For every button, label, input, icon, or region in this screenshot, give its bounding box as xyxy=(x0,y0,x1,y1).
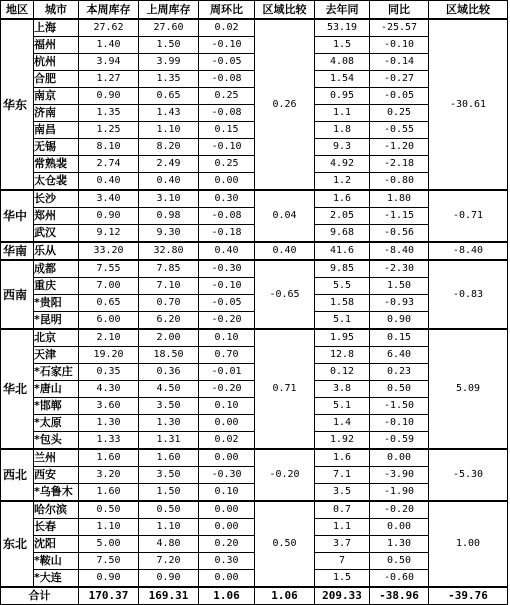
week-on-week: 0.10 xyxy=(199,484,255,502)
week-on-week: -0.30 xyxy=(199,467,255,484)
last-week-stock: 1.35 xyxy=(139,71,199,88)
week-on-week: -0.10 xyxy=(199,139,255,156)
city-name: 合肥 xyxy=(34,71,79,88)
year-on-year: -0.20 xyxy=(370,501,429,519)
this-week-stock: 9.12 xyxy=(79,225,139,243)
year-on-year: 6.40 xyxy=(370,347,429,364)
last-year-stock: 1.54 xyxy=(315,71,370,88)
last-week-stock: 1.31 xyxy=(139,432,199,450)
region-yoy-compare: -30.61 xyxy=(429,19,508,190)
last-year-stock: 5.1 xyxy=(315,312,370,330)
year-on-year: -25.57 xyxy=(370,19,429,37)
last-year-stock: 12.8 xyxy=(315,347,370,364)
year-on-year: -0.55 xyxy=(370,122,429,139)
this-week-stock: 1.27 xyxy=(79,71,139,88)
last-week-stock: 32.80 xyxy=(139,242,199,260)
last-week-stock: 3.50 xyxy=(139,398,199,415)
week-on-week: -0.20 xyxy=(199,381,255,398)
city-name: 重庆 xyxy=(34,278,79,295)
week-on-week: -0.05 xyxy=(199,295,255,312)
this-week-stock: 0.90 xyxy=(79,570,139,588)
city-name: *大连 xyxy=(34,570,79,588)
week-on-week: 0.00 xyxy=(199,501,255,519)
week-on-week: 0.02 xyxy=(199,432,255,450)
region-name: 华北 xyxy=(1,329,34,449)
total-wow: 1.06 xyxy=(199,587,255,605)
last-year-stock: 1.92 xyxy=(315,432,370,450)
last-year-stock: 4.08 xyxy=(315,54,370,71)
this-week-stock: 1.30 xyxy=(79,415,139,432)
last-week-stock: 1.10 xyxy=(139,122,199,139)
last-week-stock: 3.99 xyxy=(139,54,199,71)
year-on-year: -1.20 xyxy=(370,139,429,156)
week-on-week: 0.70 xyxy=(199,347,255,364)
week-on-week: 0.30 xyxy=(199,190,255,208)
header-yoy: 同比 xyxy=(370,1,429,20)
year-on-year: -0.14 xyxy=(370,54,429,71)
this-week-stock: 2.10 xyxy=(79,329,139,347)
last-year-stock: 0.95 xyxy=(315,88,370,105)
last-year-stock: 1.5 xyxy=(315,37,370,54)
last-year-stock: 9.85 xyxy=(315,260,370,278)
region-wow-compare: -0.20 xyxy=(255,449,315,501)
city-name: 福州 xyxy=(34,37,79,54)
last-week-stock: 0.40 xyxy=(139,173,199,191)
year-on-year: -0.93 xyxy=(370,295,429,312)
last-week-stock: 3.10 xyxy=(139,190,199,208)
this-week-stock: 0.65 xyxy=(79,295,139,312)
city-name: 南昌 xyxy=(34,122,79,139)
week-on-week: 0.25 xyxy=(199,156,255,173)
this-week-stock: 8.10 xyxy=(79,139,139,156)
week-on-week: 0.15 xyxy=(199,122,255,139)
total-row xyxy=(1,587,508,605)
header-yoy-region: 区域比较 xyxy=(429,1,508,20)
region-name: 华东 xyxy=(1,19,34,190)
table-row xyxy=(1,449,508,467)
this-week-stock: 1.10 xyxy=(79,519,139,536)
region-wow-compare: -0.65 xyxy=(255,260,315,329)
this-week-stock: 7.00 xyxy=(79,278,139,295)
last-year-stock: 53.19 xyxy=(315,19,370,37)
last-week-stock: 1.43 xyxy=(139,105,199,122)
header-region: 地区 xyxy=(1,1,34,20)
region-yoy-compare: -0.71 xyxy=(429,190,508,242)
this-week-stock: 1.60 xyxy=(79,484,139,502)
city-name: 北京 xyxy=(34,329,79,347)
header-last-year: 去年同 xyxy=(315,1,370,20)
last-week-stock: 0.50 xyxy=(139,501,199,519)
region-yoy-compare: -0.83 xyxy=(429,260,508,329)
last-year-stock: 7 xyxy=(315,553,370,570)
week-on-week: -0.01 xyxy=(199,364,255,381)
year-on-year: -1.50 xyxy=(370,398,429,415)
last-year-stock: 1.1 xyxy=(315,105,370,122)
city-name: 兰州 xyxy=(34,449,79,467)
week-on-week: 0.00 xyxy=(199,415,255,432)
this-week-stock: 1.60 xyxy=(79,449,139,467)
year-on-year: 0.50 xyxy=(370,381,429,398)
last-year-stock: 5.5 xyxy=(315,278,370,295)
total-yoy-region: -39.76 xyxy=(429,587,508,605)
this-week-stock: 2.74 xyxy=(79,156,139,173)
last-year-stock: 3.5 xyxy=(315,484,370,502)
city-name: 哈尔滨 xyxy=(34,501,79,519)
city-name: *邯郸 xyxy=(34,398,79,415)
last-year-stock: 1.95 xyxy=(315,329,370,347)
last-year-stock: 7.1 xyxy=(315,467,370,484)
this-week-stock: 1.25 xyxy=(79,122,139,139)
header-wow: 周环比 xyxy=(199,1,255,20)
last-year-stock: 1.2 xyxy=(315,173,370,191)
total-label: 合计 xyxy=(1,587,79,605)
week-on-week: 0.00 xyxy=(199,173,255,191)
year-on-year: 0.15 xyxy=(370,329,429,347)
city-name: 南京 xyxy=(34,88,79,105)
last-year-stock: 41.6 xyxy=(315,242,370,260)
last-year-stock: 3.8 xyxy=(315,381,370,398)
city-name: 成都 xyxy=(34,260,79,278)
year-on-year: -0.10 xyxy=(370,37,429,54)
city-name: *昆明 xyxy=(34,312,79,330)
last-year-stock: 1.5 xyxy=(315,570,370,588)
last-year-stock: 9.3 xyxy=(315,139,370,156)
year-on-year: 1.80 xyxy=(370,190,429,208)
this-week-stock: 1.35 xyxy=(79,105,139,122)
city-name: *太原 xyxy=(34,415,79,432)
last-week-stock: 27.60 xyxy=(139,19,199,37)
city-name: *乌鲁木 xyxy=(34,484,79,502)
city-name: 济南 xyxy=(34,105,79,122)
last-week-stock: 6.20 xyxy=(139,312,199,330)
last-week-stock: 9.30 xyxy=(139,225,199,243)
region-wow-compare: 0.40 xyxy=(255,242,315,260)
table-row xyxy=(1,260,508,278)
header-wow-region: 区域比较 xyxy=(255,1,315,20)
region-wow-compare: 0.04 xyxy=(255,190,315,242)
region-name: 华中 xyxy=(1,190,34,242)
week-on-week: -0.08 xyxy=(199,105,255,122)
last-week-stock: 1.50 xyxy=(139,37,199,54)
year-on-year: -0.80 xyxy=(370,173,429,191)
table-row xyxy=(1,19,508,37)
region-yoy-compare: -5.30 xyxy=(429,449,508,501)
week-on-week: 0.00 xyxy=(199,519,255,536)
last-week-stock: 1.30 xyxy=(139,415,199,432)
this-week-stock: 4.30 xyxy=(79,381,139,398)
last-week-stock: 3.50 xyxy=(139,467,199,484)
last-week-stock: 0.98 xyxy=(139,208,199,225)
this-week-stock: 7.50 xyxy=(79,553,139,570)
city-name: *包头 xyxy=(34,432,79,450)
region-yoy-compare: 1.00 xyxy=(429,501,508,587)
total-last-year: 209.33 xyxy=(315,587,370,605)
table-row xyxy=(1,501,508,519)
city-name: 沈阳 xyxy=(34,536,79,553)
this-week-stock: 27.62 xyxy=(79,19,139,37)
week-on-week: 0.02 xyxy=(199,19,255,37)
total-yoy: -38.96 xyxy=(370,587,429,605)
this-week-stock: 0.40 xyxy=(79,173,139,191)
city-name: 上海 xyxy=(34,19,79,37)
this-week-stock: 5.00 xyxy=(79,536,139,553)
year-on-year: 0.00 xyxy=(370,519,429,536)
this-week-stock: 19.20 xyxy=(79,347,139,364)
this-week-stock: 3.60 xyxy=(79,398,139,415)
year-on-year: -2.30 xyxy=(370,260,429,278)
week-on-week: 0.00 xyxy=(199,570,255,588)
week-on-week: -0.10 xyxy=(199,278,255,295)
city-name: 郑州 xyxy=(34,208,79,225)
last-week-stock: 4.50 xyxy=(139,381,199,398)
region-yoy-compare: -8.40 xyxy=(429,242,508,260)
year-on-year: 0.00 xyxy=(370,449,429,467)
this-week-stock: 7.55 xyxy=(79,260,139,278)
year-on-year: -0.10 xyxy=(370,415,429,432)
week-on-week: 0.30 xyxy=(199,553,255,570)
this-week-stock: 3.94 xyxy=(79,54,139,71)
city-name: 武汉 xyxy=(34,225,79,243)
last-week-stock: 0.90 xyxy=(139,570,199,588)
year-on-year: -0.59 xyxy=(370,432,429,450)
week-on-week: 0.10 xyxy=(199,398,255,415)
year-on-year: -1.15 xyxy=(370,208,429,225)
last-year-stock: 0.12 xyxy=(315,364,370,381)
table-body xyxy=(1,19,508,587)
last-week-stock: 8.20 xyxy=(139,139,199,156)
city-name: 长沙 xyxy=(34,190,79,208)
total-wow-region: 1.06 xyxy=(255,587,315,605)
last-week-stock: 1.60 xyxy=(139,449,199,467)
year-on-year: -0.27 xyxy=(370,71,429,88)
region-wow-compare: 0.71 xyxy=(255,329,315,449)
last-week-stock: 4.80 xyxy=(139,536,199,553)
last-week-stock: 0.65 xyxy=(139,88,199,105)
last-year-stock: 1.58 xyxy=(315,295,370,312)
region-name: 东北 xyxy=(1,501,34,587)
this-week-stock: 3.20 xyxy=(79,467,139,484)
week-on-week: 0.25 xyxy=(199,88,255,105)
this-week-stock: 1.40 xyxy=(79,37,139,54)
last-year-stock: 1.6 xyxy=(315,190,370,208)
year-on-year: 1.50 xyxy=(370,278,429,295)
year-on-year: -8.40 xyxy=(370,242,429,260)
last-year-stock: 1.6 xyxy=(315,449,370,467)
year-on-year: -3.90 xyxy=(370,467,429,484)
this-week-stock: 0.90 xyxy=(79,88,139,105)
table-row xyxy=(1,242,508,260)
table-row xyxy=(1,329,508,347)
region-name: 西北 xyxy=(1,449,34,501)
this-week-stock: 0.50 xyxy=(79,501,139,519)
year-on-year: 1.30 xyxy=(370,536,429,553)
city-name: 天津 xyxy=(34,347,79,364)
year-on-year: -0.05 xyxy=(370,88,429,105)
week-on-week: -0.30 xyxy=(199,260,255,278)
last-week-stock: 18.50 xyxy=(139,347,199,364)
header-this-week: 本周库存 xyxy=(79,1,139,20)
city-name: 杭州 xyxy=(34,54,79,71)
city-name: 无锡 xyxy=(34,139,79,156)
this-week-stock: 6.00 xyxy=(79,312,139,330)
year-on-year: -0.56 xyxy=(370,225,429,243)
region-name: 华南 xyxy=(1,242,34,260)
last-year-stock: 1.1 xyxy=(315,519,370,536)
total-this-week: 170.37 xyxy=(79,587,139,605)
last-week-stock: 7.20 xyxy=(139,553,199,570)
year-on-year: -1.90 xyxy=(370,484,429,502)
region-name: 西南 xyxy=(1,260,34,329)
header-city: 城市 xyxy=(34,1,79,20)
last-year-stock: 1.4 xyxy=(315,415,370,432)
region-wow-compare: 0.26 xyxy=(255,19,315,190)
year-on-year: -2.18 xyxy=(370,156,429,173)
week-on-week: -0.20 xyxy=(199,312,255,330)
last-week-stock: 7.10 xyxy=(139,278,199,295)
last-year-stock: 0.7 xyxy=(315,501,370,519)
last-year-stock: 3.7 xyxy=(315,536,370,553)
this-week-stock: 33.20 xyxy=(79,242,139,260)
last-year-stock: 9.68 xyxy=(315,225,370,243)
this-week-stock: 0.35 xyxy=(79,364,139,381)
this-week-stock: 1.33 xyxy=(79,432,139,450)
week-on-week: 0.20 xyxy=(199,536,255,553)
region-wow-compare: 0.50 xyxy=(255,501,315,587)
city-name: 长春 xyxy=(34,519,79,536)
city-name: 太仓裴 xyxy=(34,173,79,191)
week-on-week: -0.10 xyxy=(199,37,255,54)
year-on-year: 0.50 xyxy=(370,553,429,570)
this-week-stock: 0.90 xyxy=(79,208,139,225)
last-year-stock: 5.1 xyxy=(315,398,370,415)
last-week-stock: 1.50 xyxy=(139,484,199,502)
last-week-stock: 0.70 xyxy=(139,295,199,312)
this-week-stock: 3.40 xyxy=(79,190,139,208)
last-year-stock: 2.05 xyxy=(315,208,370,225)
week-on-week: 0.00 xyxy=(199,449,255,467)
last-year-stock: 1.8 xyxy=(315,122,370,139)
last-week-stock: 2.00 xyxy=(139,329,199,347)
week-on-week: -0.08 xyxy=(199,208,255,225)
city-name: *鞍山 xyxy=(34,553,79,570)
week-on-week: -0.18 xyxy=(199,225,255,243)
last-week-stock: 2.49 xyxy=(139,156,199,173)
city-name: *贵阳 xyxy=(34,295,79,312)
last-year-stock: 4.92 xyxy=(315,156,370,173)
year-on-year: -0.60 xyxy=(370,570,429,588)
region-yoy-compare: 5.09 xyxy=(429,329,508,449)
city-name: 西安 xyxy=(34,467,79,484)
week-on-week: -0.08 xyxy=(199,71,255,88)
city-name: *石家庄 xyxy=(34,364,79,381)
header-last-week: 上周库存 xyxy=(139,1,199,20)
year-on-year: 0.25 xyxy=(370,105,429,122)
header-row xyxy=(1,1,508,20)
city-name: *唐山 xyxy=(34,381,79,398)
week-on-week: 0.40 xyxy=(199,242,255,260)
week-on-week: 0.10 xyxy=(199,329,255,347)
total-last-week: 169.31 xyxy=(139,587,199,605)
year-on-year: 0.23 xyxy=(370,364,429,381)
city-name: 乐从 xyxy=(34,242,79,260)
last-week-stock: 7.85 xyxy=(139,260,199,278)
table-row xyxy=(1,190,508,208)
week-on-week: -0.05 xyxy=(199,54,255,71)
last-week-stock: 0.36 xyxy=(139,364,199,381)
city-name: 常熟裴 xyxy=(34,156,79,173)
year-on-year: 0.90 xyxy=(370,312,429,330)
last-week-stock: 1.10 xyxy=(139,519,199,536)
